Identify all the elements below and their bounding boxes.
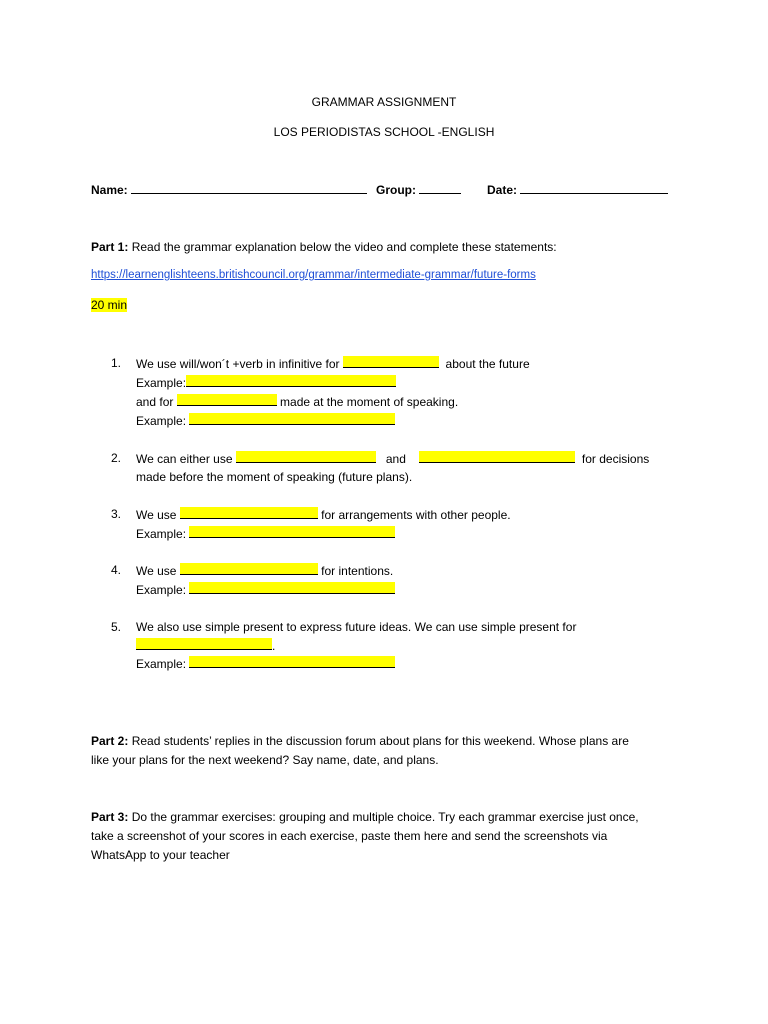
item-4-text-before: We use — [136, 564, 177, 578]
item-3-example-blank[interactable] — [189, 526, 395, 538]
item-4-line-1 — [136, 563, 393, 578]
part3-line-2: take a screenshot of your scores in each exercise, paste them here and send the screenshots via — [91, 829, 608, 843]
part3-label: Part 3: — [91, 810, 129, 824]
name-label: Name: — [91, 183, 128, 197]
item-4-blank[interactable] — [180, 563, 318, 575]
item-1-example-1-blank[interactable] — [186, 375, 396, 387]
item-1-blank-1[interactable] — [343, 356, 439, 368]
group-field[interactable] — [376, 182, 461, 197]
item-1-example-1 — [136, 375, 396, 390]
part1-text: Read the grammar explanation below the video and complete these statements: — [131, 240, 557, 254]
group-blank[interactable] — [419, 182, 461, 194]
item-1-line-3 — [136, 394, 458, 409]
item-3-example — [136, 526, 395, 541]
item-5-blank[interactable] — [136, 638, 272, 650]
part3-line-3: WhatsApp to your teacher — [91, 848, 230, 862]
item-1-text-moment: made at the moment of speaking. — [280, 395, 459, 409]
item-2-text-and: and — [385, 452, 406, 466]
part2-line-2: like your plans for the next weekend? Say name, date, and plans. — [91, 753, 439, 767]
item-1-text-after: about the future — [445, 357, 530, 371]
item-2-line-2: made before the moment of speaking (future plans). — [136, 470, 413, 484]
part2-line-1 — [91, 734, 629, 748]
example-label: Example: — [136, 414, 187, 428]
item-3-line-1 — [136, 507, 511, 522]
item-2-blank-2[interactable] — [419, 451, 575, 463]
document-title: GRAMMAR ASSIGNMENT — [311, 95, 457, 109]
date-field[interactable] — [487, 182, 668, 197]
item-4-example — [136, 582, 395, 597]
item-1-blank-2[interactable] — [177, 394, 277, 406]
part2-text-1: Read students’ replies in the discussion forum about plans for this weekend. Whose plans are — [131, 734, 629, 748]
item-2-line-1 — [136, 451, 649, 466]
part3-line-1 — [91, 810, 639, 824]
future-forms-link[interactable]: https://learnenglishteens.britishcouncil.org/grammar/intermediate-grammar/future-forms — [91, 269, 536, 281]
item-3-text-after: for arrangements with other people. — [321, 508, 511, 522]
item-3-number: 3. — [111, 507, 122, 521]
item-2-number: 2. — [111, 451, 122, 465]
item-5-line-2 — [136, 638, 275, 653]
part3-text-1: Do the grammar exercises: grouping and multiple choice. Try each grammar exercise just once, — [131, 810, 639, 824]
item-2-blank-1[interactable] — [236, 451, 376, 463]
item-5-period: . — [272, 639, 276, 653]
item-1-number: 1. — [111, 356, 122, 370]
name-field[interactable] — [91, 182, 367, 197]
item-3-blank[interactable] — [180, 507, 318, 519]
example-label: Example: — [136, 657, 187, 671]
item-1-text-and-for: and for — [136, 395, 174, 409]
time-badge: 20 min — [91, 298, 128, 312]
part1-instructions — [91, 240, 557, 254]
group-label: Group: — [376, 183, 416, 197]
item-1-example-2 — [136, 413, 395, 428]
time-allotment — [91, 298, 127, 312]
example-label: Example: — [136, 527, 187, 541]
item-4-number: 4. — [111, 563, 122, 577]
item-1-line-1 — [136, 356, 530, 371]
item-1-example-2-blank[interactable] — [189, 413, 395, 425]
item-2-text-after: for decisions — [581, 452, 650, 466]
item-5-example-blank[interactable] — [189, 656, 395, 668]
part1-label: Part 1: — [91, 240, 129, 254]
item-5-line-1: We also use simple present to express future ideas. We can use simple present for — [136, 620, 577, 634]
item-1-text-before: We use will/won´t +verb in infinitive for — [136, 357, 340, 371]
school-subtitle: LOS PERIODISTAS SCHOOL -ENGLISH — [273, 125, 495, 139]
item-4-text-after: for intentions. — [321, 564, 394, 578]
name-blank[interactable] — [131, 182, 367, 194]
date-blank[interactable] — [520, 182, 668, 194]
item-4-example-blank[interactable] — [189, 582, 395, 594]
item-5-number: 5. — [111, 620, 122, 634]
item-3-text-before: We use — [136, 508, 177, 522]
example-label: Example: — [136, 583, 187, 597]
example-label: Example: — [136, 376, 187, 390]
part2-label: Part 2: — [91, 734, 129, 748]
date-label: Date: — [487, 183, 518, 197]
item-2-text-before: We can either use — [136, 452, 233, 466]
item-5-example — [136, 656, 395, 671]
